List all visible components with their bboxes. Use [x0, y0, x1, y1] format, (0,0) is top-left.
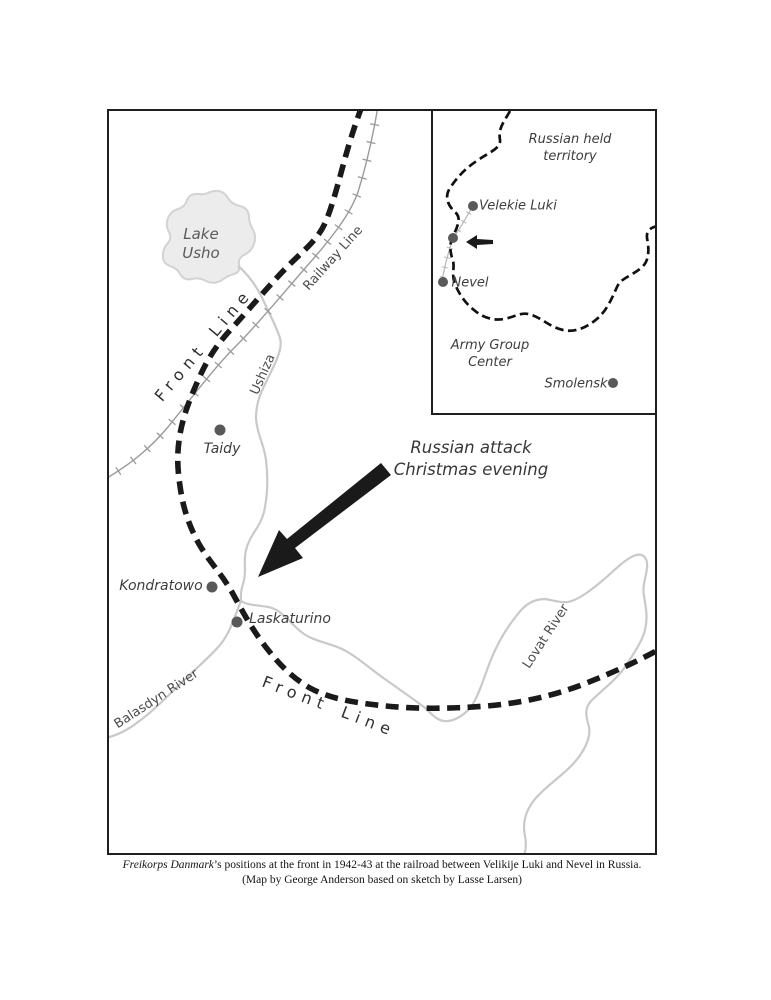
velekie-luki-label: Velekie Luki — [479, 198, 557, 214]
taidy-dot — [215, 425, 226, 436]
river-lovat-label: Lovat River — [519, 601, 573, 672]
attack-note-line2: Christmas evening — [393, 460, 549, 479]
russian-held-territory-label — [529, 131, 612, 165]
nevel-dot — [438, 277, 448, 287]
lake-usho-label — [182, 225, 219, 263]
army-group-line2: Center — [468, 355, 512, 370]
lake-usho-label-line1: Lake — [183, 225, 219, 243]
russian-held-line2: territory — [543, 149, 597, 164]
front-line-label-top: Front Line — [150, 284, 257, 406]
laskaturino-dot — [232, 617, 243, 628]
caption-italic-title: Freikorps Danmark — [122, 859, 214, 871]
velekie-luki-dot — [468, 201, 478, 211]
caption-line-2: (Map by George Anderson based on sketch by Lasse Larsen) — [242, 873, 522, 886]
smolensk-dot — [608, 378, 618, 388]
river-ushiza-label: Ushiza — [247, 351, 279, 398]
army-group-line1: Army Group — [450, 338, 530, 353]
map-caption — [107, 858, 657, 887]
lake-usho-label-line2: Usho — [182, 244, 220, 262]
caption-line1-rest: ’s positions at the front in 1942-43 at the railroad between Velikije Luki and Nevel in Russia. — [213, 859, 642, 871]
caption-line-1 — [107, 858, 657, 873]
railway-line-label: Railway Line — [300, 223, 367, 294]
attack-arrow — [258, 463, 391, 577]
smolensk-label: Smolensk — [544, 376, 608, 392]
russian-held-line1: Russian held — [528, 132, 612, 147]
freikorps-position-dot — [448, 233, 458, 243]
taidy-label: Taidy — [203, 440, 241, 457]
attack-note — [394, 437, 548, 481]
kondratowo-label: Kondratowo — [119, 577, 203, 594]
nevel-label: Nevel — [451, 275, 489, 291]
attack-note-line1: Russian attack — [410, 438, 532, 457]
river-balasdyn-label: Balasdyn River — [111, 666, 202, 732]
kondratowo-dot — [207, 582, 218, 593]
front-line-label-bottom: Front Line — [259, 672, 399, 741]
army-group-center-label — [451, 337, 530, 371]
laskaturino-label: Laskaturino — [249, 610, 331, 627]
